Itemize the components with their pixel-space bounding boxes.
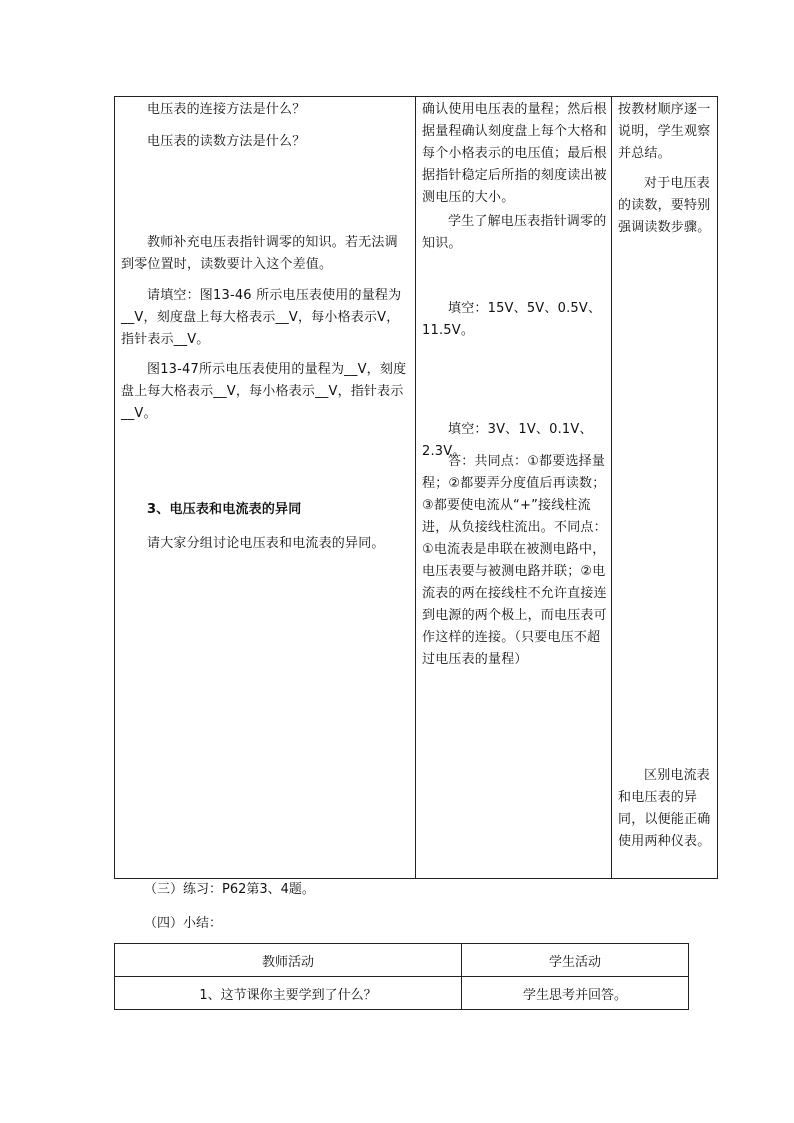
fill-blank-13-46: 请填空：图13-46 所示电压表使用的量程为__V，刻度盘上每大格表示__V，每小格表示V，指针表示__V。 [121,288,402,347]
student-activity-cell [416,97,612,879]
section-compare-heading: 3、电压表和电流表的异同 [147,502,302,517]
header-student: 学生活动 [462,944,689,977]
row1-teacher: 1、这节课你主要学到了什么？ [115,977,462,1010]
fill-answer-2: 填空：3V、1V、0.1V、2.3V。 [422,422,593,459]
lesson-table [114,96,718,879]
practice-line: （三）练习：P62第3、4题。 [144,882,315,897]
summary-heading: （四）小结： [144,916,223,931]
header-teacher: 教师活动 [115,944,462,977]
fill-blank-13-47: 图13-47所示电压表使用的量程为__V，刻度盘上每大格表示__V，每小格表示__V，指针表示__V。 [121,362,407,421]
row1-student: 学生思考并回答。 [462,977,689,1010]
intent-explain: 按教材顺序逐一说明，学生观察并总结。 [618,102,711,161]
intent-reading-steps: 对于电压表的读数，要特别强调读数步骤。 [618,176,711,235]
zero-adjust-student: 学生了解电压表指针调零的知识。 [422,214,607,251]
summary-table [114,943,689,1010]
teacher-activity-cell [115,97,416,879]
intent-distinguish: 区别电流表和电压表的异同，以便能正确使用两种仪表。 [618,768,711,849]
question-connection: 电压表的连接方法是什么？ [147,102,306,117]
compare-answer: 答：共同点：①都要选择量程；②都要弄分度值后再读数；③都要使电流从“+”接线柱流进，从负接线柱流出。不同点：①电流表是串联在被测电路中，电压表要与被测电路并联；②电流表的两在接线柱不允许直接连到电源的两个极上，而电压表可作这样的连接。（只要电压不超过电压表的量程） [422,454,607,667]
design-intent-cell [612,97,718,879]
group-discussion-prompt: 请大家分组讨论电压表和电流表的异同。 [147,536,385,551]
zero-adjust-note: 教师补充电压表指针调零的知识。若无法调到零位置时，读数要计入这个差值。 [121,235,398,272]
reading-method-answer: 确认使用电压表的量程；然后根据量程确认刻度盘上每个大格和每个小格表示的电压值；最后根据指针稳定后所指的刻度读出被测电压的大小。 [422,102,607,205]
fill-answer-1: 填空：15V、5V、0.5V、11.5V。 [422,301,602,338]
question-reading: 电压表的读数方法是什么？ [147,134,306,149]
